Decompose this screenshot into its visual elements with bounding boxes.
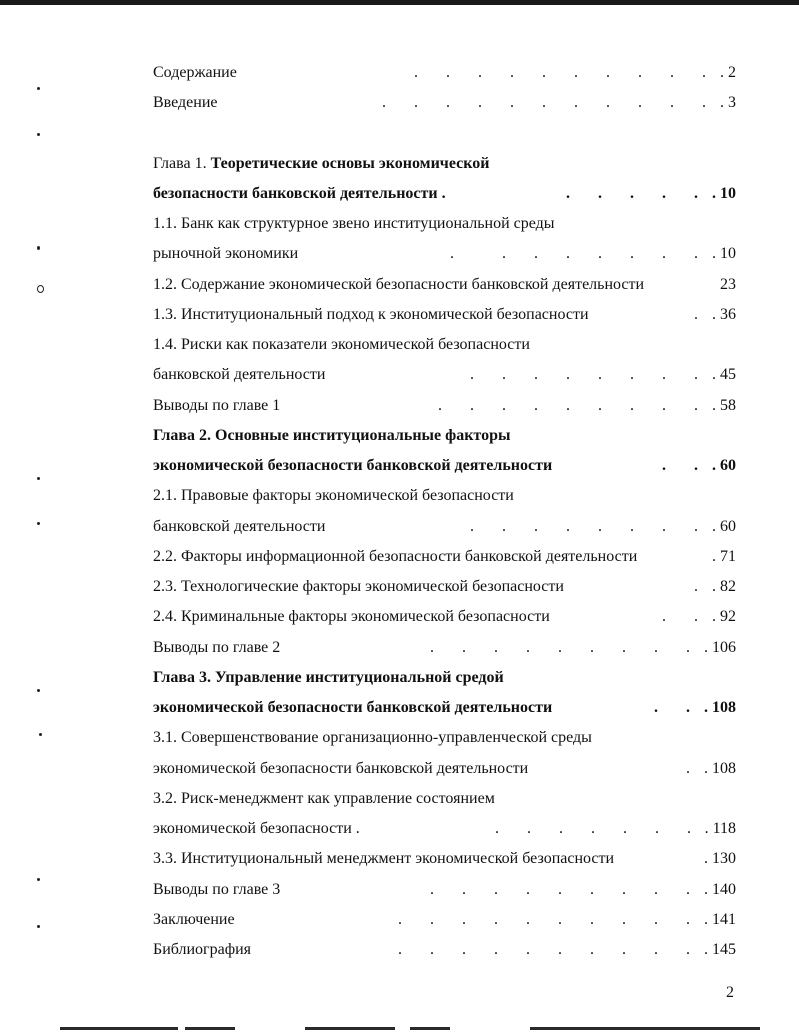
toc-entry bbox=[153, 515, 736, 539]
toc-dot-leader: . . . . . . . . . bbox=[430, 881, 690, 898]
toc-entry bbox=[153, 182, 736, 206]
toc-entry bbox=[153, 938, 736, 962]
toc-dot-leader: . . . . . . . bbox=[495, 820, 691, 837]
toc-dot-leader: . . . . . . . . . . bbox=[398, 941, 690, 958]
toc-entry-title: Глава 2. Основные институциональные факторы bbox=[153, 427, 511, 444]
toc-entry bbox=[153, 424, 736, 448]
toc-entry bbox=[153, 484, 736, 508]
scan-bottom-border bbox=[410, 1027, 450, 1030]
toc-entry-page: . 45 bbox=[712, 366, 736, 383]
toc-dot-leader: . . . . . . . . bbox=[470, 366, 698, 383]
toc-dot-leader: . . bbox=[662, 608, 698, 625]
toc-dot-leader: . . bbox=[654, 699, 690, 716]
toc-entry-title: 2.2. Факторы информационной безопасности банковской деятельности bbox=[153, 548, 638, 565]
margin-speck bbox=[39, 733, 42, 736]
margin-speck bbox=[37, 477, 40, 480]
toc-entry-page: . 108 bbox=[704, 699, 736, 716]
toc-entry-title: Заключение bbox=[153, 911, 235, 928]
scan-top-border bbox=[0, 0, 799, 5]
toc-entry bbox=[153, 726, 736, 750]
toc-entry-page: . 141 bbox=[704, 911, 736, 928]
toc-entry-title: Глава 3. Управление институциональной средой bbox=[153, 669, 504, 686]
toc-entry bbox=[153, 575, 736, 599]
toc-dot-leader: . . . . . . . . . . . bbox=[382, 94, 706, 111]
toc-entry-title: банковской деятельности bbox=[153, 366, 326, 383]
toc-entry bbox=[153, 696, 736, 720]
toc-dot-leader: . . . . . bbox=[566, 185, 698, 202]
margin-speck bbox=[37, 878, 40, 881]
toc-entry bbox=[153, 273, 736, 297]
scan-bottom-border bbox=[185, 1027, 235, 1030]
toc-entry bbox=[153, 908, 736, 932]
toc-entry-title: Введение bbox=[153, 94, 218, 111]
toc-entry bbox=[153, 152, 736, 176]
toc-entry bbox=[153, 303, 736, 327]
margin-speck bbox=[37, 522, 40, 525]
toc-entry bbox=[153, 878, 736, 902]
toc-entry bbox=[153, 242, 736, 266]
toc-entry bbox=[153, 91, 736, 115]
toc-entry bbox=[153, 605, 736, 629]
toc-entry bbox=[153, 333, 736, 357]
toc-dot-leader: . . . . . . . . bbox=[450, 245, 698, 262]
toc-entry-page: . 3 bbox=[720, 94, 736, 111]
toc-entry-page: . 118 bbox=[704, 820, 736, 837]
margin-speck bbox=[37, 87, 40, 90]
toc-entry-page: . 10 bbox=[712, 185, 736, 202]
margin-speck bbox=[37, 246, 40, 250]
toc-entry-page: . 36 bbox=[712, 306, 736, 323]
margin-speck bbox=[37, 689, 40, 692]
toc-entry bbox=[153, 363, 736, 387]
toc-entry bbox=[153, 787, 736, 811]
toc-entry bbox=[153, 212, 736, 236]
toc-entry-title: Библиография bbox=[153, 941, 251, 958]
scan-bottom-border bbox=[530, 1027, 760, 1030]
toc-entry-title: 3.3. Институциональный менеджмент экономической безопасности bbox=[153, 850, 615, 867]
toc-entry-prefix: Глава 1. bbox=[153, 155, 211, 172]
toc-entry-title bbox=[153, 152, 489, 176]
toc-entry-page: . 130 bbox=[704, 850, 736, 867]
toc-entry-title: 1.1. Банк как структурное звено институциональной среды bbox=[153, 215, 555, 232]
scan-bottom-border bbox=[60, 1027, 178, 1030]
toc-entry-title: Содержание bbox=[153, 64, 237, 81]
toc-entry-page: 23 bbox=[720, 276, 736, 293]
toc-entry bbox=[153, 847, 736, 871]
toc-entry-title: рыночной экономики bbox=[153, 245, 299, 262]
toc-entry-page: . 2 bbox=[720, 64, 736, 81]
toc-entry bbox=[153, 757, 736, 781]
margin-speck bbox=[37, 285, 44, 293]
toc-entry-page: . 140 bbox=[704, 881, 736, 898]
toc-entry-page: . 82 bbox=[712, 578, 736, 595]
toc-entry-title: 2.3. Технологические факторы экономической безопасности bbox=[153, 578, 564, 595]
toc-entry-title-text: Теоретические основы экономической bbox=[210, 155, 490, 172]
toc-entry-page: . 92 bbox=[712, 608, 736, 625]
toc-dot-leader: . . . . . . . . . bbox=[438, 397, 698, 414]
toc-entry-title: 2.4. Криминальные факторы экономической безопасности bbox=[153, 608, 550, 625]
toc-entry-title: 1.3. Институциональный подход к экономической безопасности bbox=[153, 306, 589, 323]
toc-entry-title: банковской деятельности bbox=[153, 518, 326, 535]
toc-entry-title: 1.4. Риски как показатели экономической безопасности bbox=[153, 336, 530, 353]
toc-entry-title: Выводы по главе 1 bbox=[153, 397, 281, 414]
toc-dot-leader: . . bbox=[662, 457, 698, 474]
toc-entry-title: 2.1. Правовые факторы экономической безопасности bbox=[153, 487, 514, 504]
toc-dot-leader: . bbox=[686, 760, 690, 777]
toc-entry-page: . 10 bbox=[712, 245, 736, 262]
toc-entry-page: . 71 bbox=[712, 548, 736, 565]
toc-entry-title: 3.2. Риск-менеджмент как управление состоянием bbox=[153, 790, 495, 807]
toc-entry-title: экономической безопасности банковской деятельности bbox=[153, 457, 553, 474]
toc-dot-leader: . . . . . . . . . . bbox=[414, 64, 706, 81]
toc-entry-page: . 60 bbox=[712, 457, 736, 474]
toc-entry bbox=[153, 636, 736, 660]
toc-dot-leader: . . . . . . . . . bbox=[430, 639, 690, 656]
toc-entry-page: . 58 bbox=[712, 397, 736, 414]
toc-entry-page: . 60 bbox=[712, 518, 736, 535]
toc-dot-leader: . . . . . . . . . . bbox=[398, 911, 690, 928]
margin-speck bbox=[37, 925, 40, 928]
toc-entry-title: 1.2. Содержание экономической безопасности банковской деятельности bbox=[153, 276, 645, 293]
toc-entry-title: экономической безопасности . bbox=[153, 820, 360, 837]
toc-entry bbox=[153, 545, 736, 569]
toc-dot-leader: . bbox=[694, 578, 698, 595]
margin-speck bbox=[37, 133, 40, 136]
toc-entry bbox=[153, 61, 736, 85]
toc-entry-title: Выводы по главе 3 bbox=[153, 881, 281, 898]
toc-entry-page: . 106 bbox=[704, 639, 736, 656]
toc-entry bbox=[153, 394, 736, 418]
page-number: 2 bbox=[726, 984, 734, 1001]
toc-entry bbox=[153, 817, 736, 841]
scan-bottom-border bbox=[305, 1027, 395, 1030]
toc-entry-title: экономической безопасности банковской деятельности bbox=[153, 760, 529, 777]
toc-entry bbox=[153, 454, 736, 478]
toc-entry-title: экономической безопасности банковской деятельности bbox=[153, 699, 553, 716]
toc-entry-title: Выводы по главе 2 bbox=[153, 639, 281, 656]
toc-entry-page: . 108 bbox=[704, 760, 736, 777]
toc-entry-page: . 145 bbox=[704, 941, 736, 958]
toc-entry-title: 3.1. Совершенствование организационно-управленческой среды bbox=[153, 729, 592, 746]
toc-entry-title: безопасности банковской деятельности . bbox=[153, 185, 446, 202]
toc-dot-leader: . . . . . . . . bbox=[470, 518, 698, 535]
toc-dot-leader: . bbox=[694, 306, 698, 323]
toc-entry bbox=[153, 666, 736, 690]
